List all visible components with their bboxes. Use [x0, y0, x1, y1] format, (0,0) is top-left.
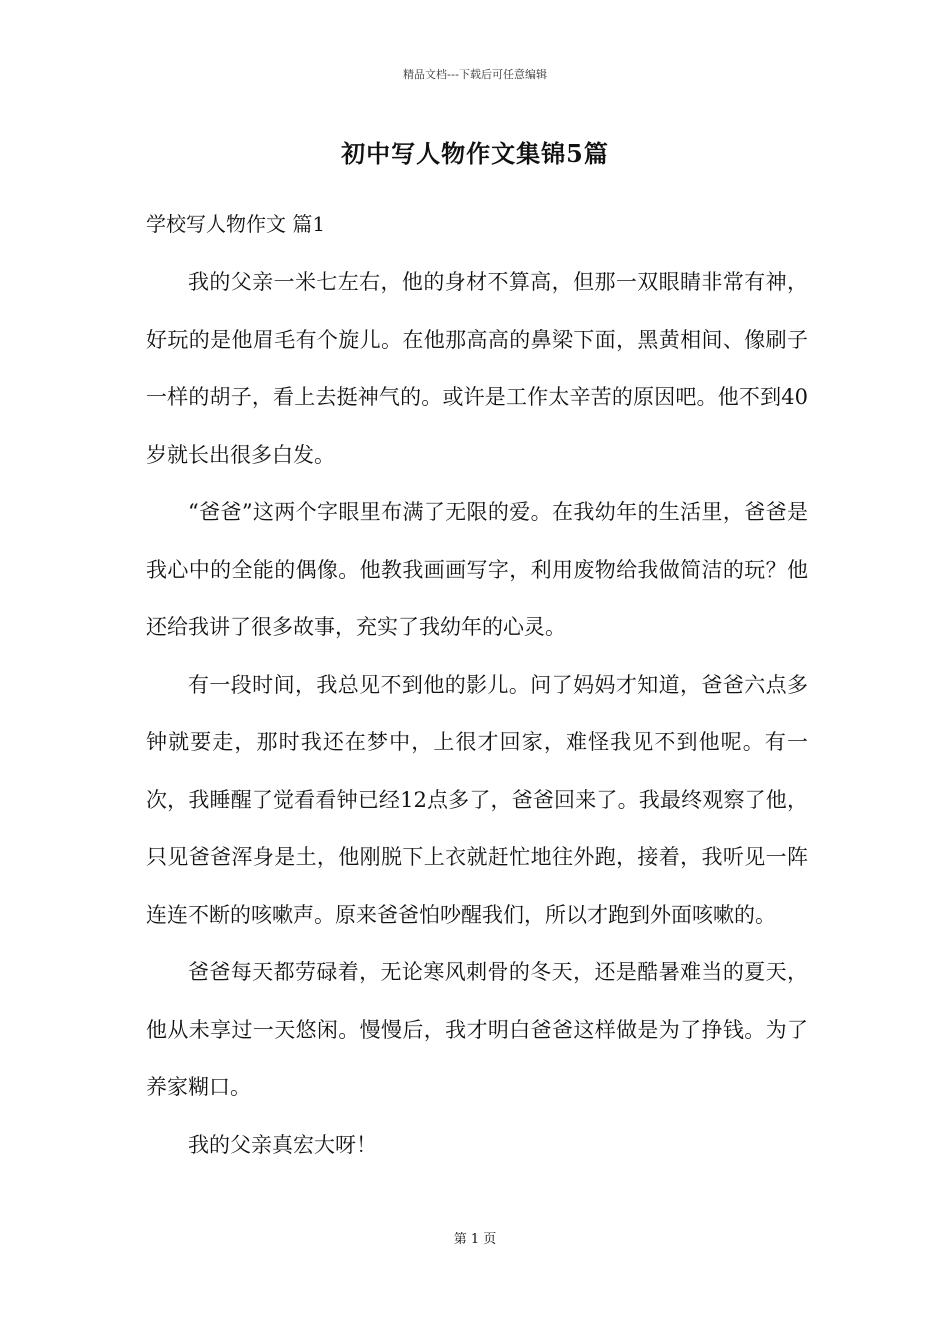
paragraph: 有一段时间，我总见不到他的影儿。问了妈妈才知道，爸爸六点多钟就要走，那时我还在梦中，上很才回家，难怪我见不到他呢。有一次，我睡醒了觉看看钟已经12点多了，爸爸回来了。我最终观察了他，只见爸爸浑身是土，他刚脱下上衣就赶忙地往外跑，接着，我听见一阵连连不断的咳嗽声。原来爸爸怕吵醒我们，所以才跑到外面咳嗽的。 [146, 672, 808, 927]
paragraph: 我的父亲真宏大呀！ [188, 1132, 377, 1157]
body-text [146, 254, 808, 1174]
paragraph: 爸爸每天都劳碌着，无论寒风刺骨的冬天，还是酷暑难当的夏天，他从未享过一天悠闲。慢慢后，我才明白爸爸这样做是为了挣钱。为了养家糊口。 [146, 960, 808, 1099]
page-number: 第 1 页 [453, 1232, 497, 1247]
section-heading: 学校写人物作文 篇1 [146, 212, 326, 236]
document-title: 初中写人物作文集锦5篇 [341, 139, 609, 168]
paragraph: “爸爸”这两个字眼里布满了无限的爱。在我幼年的生活里，爸爸是我心中的全能的偶像。他教我画画写字，利用废物给我做简洁的玩？他还给我讲了很多故事，充实了我幼年的心灵。 [146, 500, 808, 639]
paragraph: 我的父亲一米七左右，他的身材不算高，但那一双眼睛非常有神，好玩的是他眉毛有个旋儿。在他那高高的鼻梁下面，黑黄相间、像刷子一样的胡子，看上去挺神气的。或许是工作太辛苦的原因吧。他不到40岁就长出很多白发。 [146, 270, 808, 467]
header-note: 精品文档---下载后可任意编辑 [403, 68, 547, 81]
